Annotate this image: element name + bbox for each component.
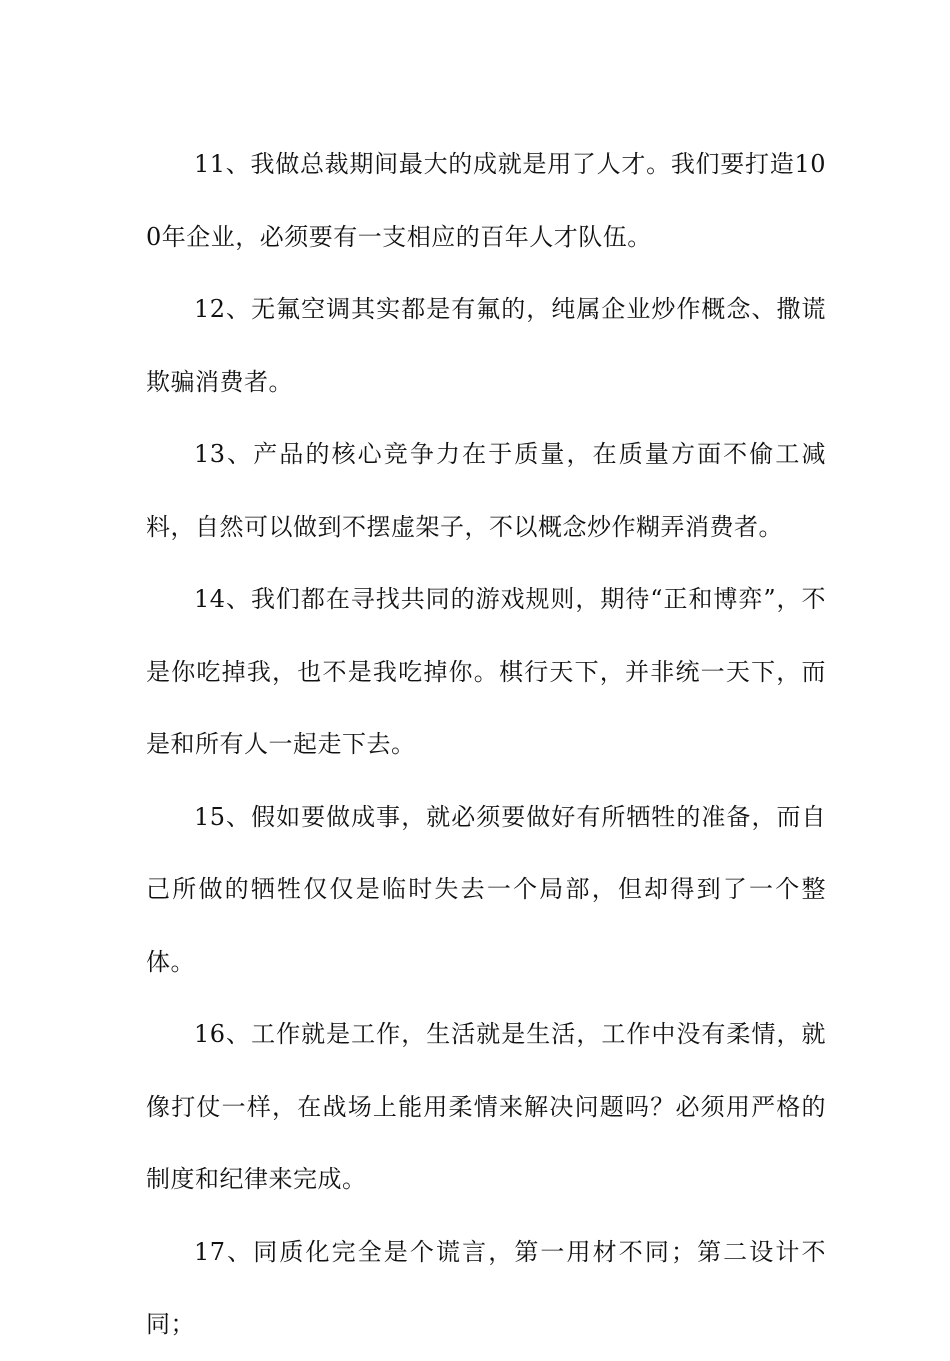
paragraph-15: 15、假如要做成事，就必须要做好有所牺牲的准备，而自己所做的牺牲仅仅是临时失去一个局部，但却得到了一个整体。 [146, 802, 826, 976]
paragraph-17: 17、同质化完全是个谎言，第一用材不同；第二设计不同； [146, 1237, 826, 1338]
paragraph-16: 16、工作就是工作，生活就是生活，工作中没有柔情，就像打仗一样，在战场上能用柔情来解决问题吗？必须用严格的制度和纪律来完成。 [146, 1020, 826, 1193]
paragraph-12: 12、无氟空调其实都是有氟的，纯属企业炒作概念、撒谎欺骗消费者。 [146, 295, 826, 396]
document-body [146, 128, 826, 1361]
paragraph-13: 13、产品的核心竞争力在于质量，在质量方面不偷工减料，自然可以做到不摆虚架子，不以概念炒作糊弄消费者。 [146, 440, 826, 541]
paragraph-14: 14、我们都在寻找共同的游戏规则，期待“正和博弈”，不是你吃掉我，也不是我吃掉你。棋行天下，并非统一天下，而是和所有人一起走下去。 [146, 585, 826, 758]
paragraph-11: 11、我做总裁期间最大的成就是用了人才。我们要打造100年企业，必须要有一支相应的百年人才队伍。 [146, 150, 826, 251]
